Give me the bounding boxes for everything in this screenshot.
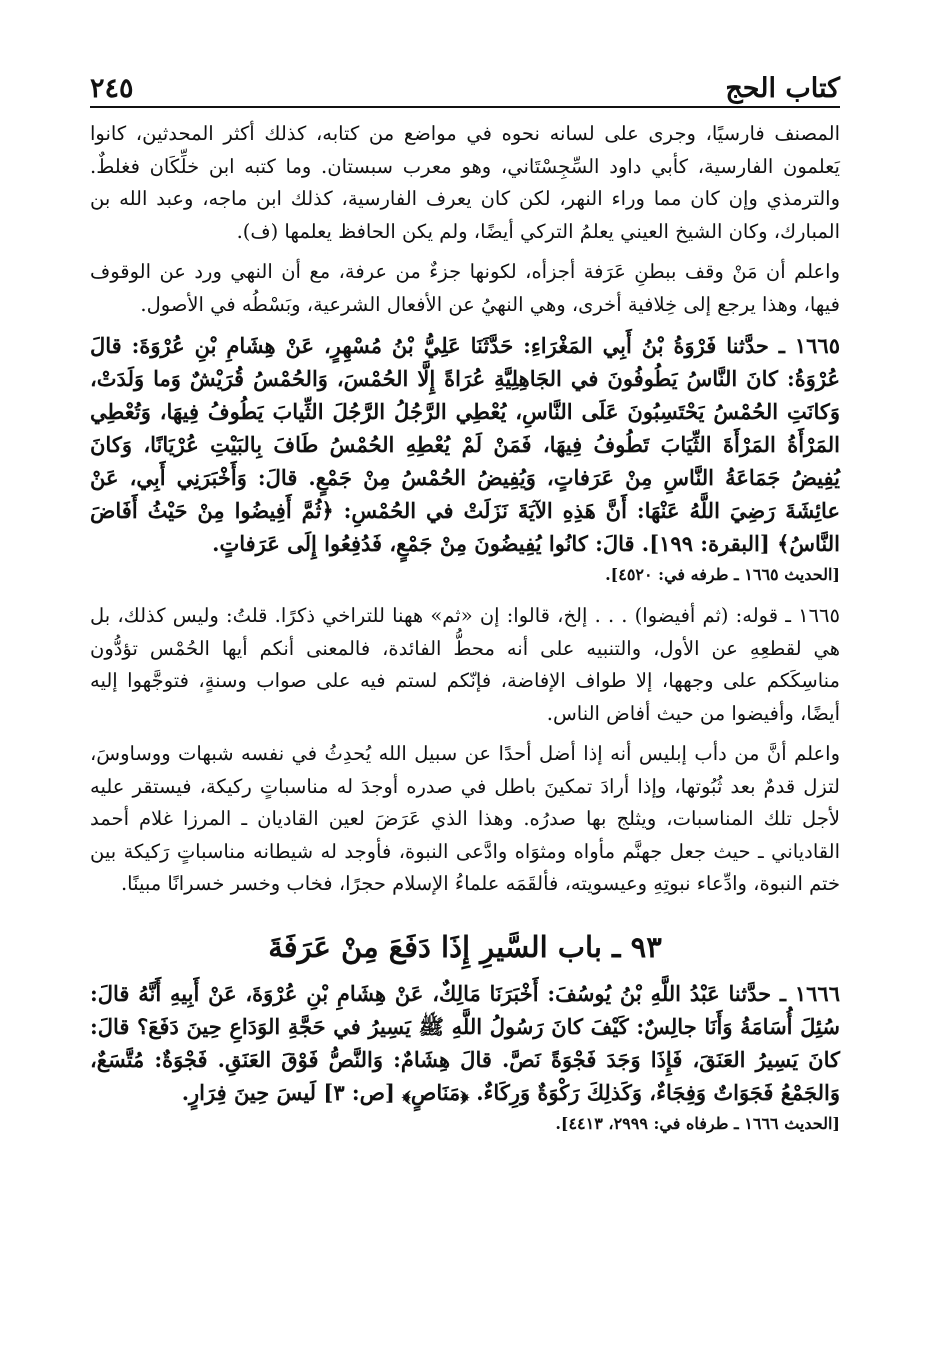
commentary-paragraph-persian: المصنف فارسيًا، وجرى على لسانه نحوه في مواضع من كتابه، كذلك أكثر المحدثين، كانوا يَعلمون الفارسية، كأبي داود السِّجِسْتَاني، وهو معرب سبستان. وما كتبه ابن خلِّكَان فغلطٌ. والترمذي وإن كان مما وراء النهر، لكن كان يعرف الفارسية، كذلك ابن ماجه، وعبد الله بن المبارك، وكان الشيخ العيني يعلمُ التركي أيضًا، ولم يكن الحافظ يعلمها (ف). [90, 122, 840, 243]
hadith-1665: ١٦٦٥ ـ حدَّثنا فَرْوَةُ بْنُ أَبِي المَغْرَاءِ: حَدَّثَنَا عَلِيُّ بْنُ مُسْهِرٍ، عَنْ هِشَامِ بْنِ عُرْوَةَ: قالَ عُرْوَةُ: كانَ النَّاسُ يَطُوفُونَ في الجَاهِلِيَّةِ عُرَاةً إِلَّا الحُمْسَ، وَالحُمْسُ قُرَيْشٌ وَما وَلَدَتْ، وَكانَتِ الحُمْسُ يَحْتَسِبُونَ عَلَى النَّاسِ، يُعْطِي الرَّجُلُ الرَّجُلَ الثِّيابَ يَطُوفُ فِيهَا، وَتُعْطِي المَرْأَةُ المَرْأَةَ الثِّيَابَ تَطُوفُ فِيهَا، فَمَنْ لَمْ يُعْطِهِ الحُمْسُ طَافَ بِالبَيْتِ عُرْيَانًا، وَكانَ يُفِيضُ جَمَاعَةُ النَّاسِ مِنْ عَرَفاتٍ، وَيُفِيضُ الحُمْسُ مِنْ جَمْعٍ. قالَ: وَأَخْبَرَنِي أَبِي، عَنْ عائِشَةَ رَضِيَ اللَّهُ عَنْهَا: أَنَّ هَذِهِ الآيَةَ نَزَلَتْ في الحُمْسِ: ﴿ثُمَّ أَفِيضُوا مِنْ حَيْثُ أَفَاضَ النَّاسُ﴾ [البقرة: ١٩٩]. قالَ: كانُوا يُفِيضُونَ مِنْ جَمْعٍ، فَدُفِعُوا إِلَى عَرَفاتٍ. [90, 333, 840, 556]
hadith-1666-reference: [الحديث ١٦٦٦ ـ طرفاه في: ٢٩٩٩، ٤٤١٣]. [555, 1113, 840, 1133]
chapter-heading: ٩٣ ـ باب السَّيرِ إِذَا دَفَعَ مِنْ عَرَفَةَ [268, 929, 662, 964]
book-title: كتاب الحج [725, 73, 840, 104]
page-number: ٢٤٥ [90, 73, 134, 104]
hadith-1666: ١٦٦٦ ـ حدَّثنا عَبْدُ اللَّهِ بْنُ يُوسُفَ: أَخْبَرَنَا مَالِكٌ، عَنْ هِشَامِ بْنِ عُرْوَةَ، عَنْ أَبِيهِ أَنَّهُ قالَ: سُئِلَ أُسَامَةُ وَأَنَا جالِسٌ: كَيْفَ كانَ رَسُولُ اللَّهِ ﷺ يَسِيرُ في حَجَّةِ الوَدَاعِ حِينَ دَفَعَ؟ قالَ: كانَ يَسِيرُ العَنَقَ، فَإِذَا وَجَدَ فَجْوَةً نَصَّ. قالَ هِشَامٌ: وَالنَّصُّ فَوْقَ العَنَقِ. فَجْوَةٌ: مُتَّسَعٌ، وَالجَمْعُ فَجَوَاتٌ وَفِجَاءٌ، وَكَذلِكَ رَكْوَةٌ وَرِكَاءٌ. ﴿مَنَاصٍ﴾ [ص: ٣] لَيسَ حِينَ فِرَارٍ. [90, 980, 840, 1105]
commentary-paragraph-arafa: واعلم أن مَنْ وقف ببطنِ عَرَفة أجزأه، لكونها جزءٌ من عرفة، مع أن النهي ورد عن الوقوف فيها، وهذا يرجع إلى خِلافية أخرى، وهي النهيُ عن الأفعال الشرعية، وبَسْطُه في الأصول. [90, 260, 840, 316]
commentary-paragraph-iblis: واعلم أنَّ من دأب إبليس أنه إذا أضل أحدًا عن سبيل الله يُحدِثُ في نفسه شبهات ووساوسَ، لتزل قدمٌ بعد ثُبُوتها، وإذا أرادَ تمكينَ باطل في صدره أوجدَ له مناسباتٍ ركيكة، فيستقر عليه لأجل تلك المناسبات، ويثلج بها صدرُه. وهذا الذي عَرَضَ لعين القاديان ـ المرزا غلام أحمد القادياني ـ حيث جعل جهنَّم مأواه ومثوَاه وادَّعى النبوة، فأوجد له شيطانه مناسباتٍ رَكيكة بين ختم النبوة، وادِّعاء نبوتِهِ وعيسويته، فألقَمَه علماءُ الإسلام حجرًا، فخاب وخسر خسرانًا مبينًا. [90, 742, 840, 895]
page-header [90, 56, 840, 108]
commentary-1665: ١٦٦٥ ـ قوله: (ثم أفيضوا) . . . إلخ، قالوا: إن «ثم» ههنا للتراخي ذكرًا. قلتُ: وليس كذلك، بل هي لقطعِهِ عن الأول، والتنبيه على أنه محطُّ الفائدة، فالمعنى أنكم أيها الحُمْس تؤدُّون مناسِكَكم على وجهها، إلا طواف الإفاضة، فإنّكم لستم فيه على صواب وسنةٍ، فتوجَّهوا إليه أيضًا، وأفيضوا من حيث أفاض الناس. [90, 604, 840, 725]
hadith-1665-reference: [الحديث ١٦٦٥ ـ طرفه في: ٤٥٢٠]. [605, 565, 840, 584]
